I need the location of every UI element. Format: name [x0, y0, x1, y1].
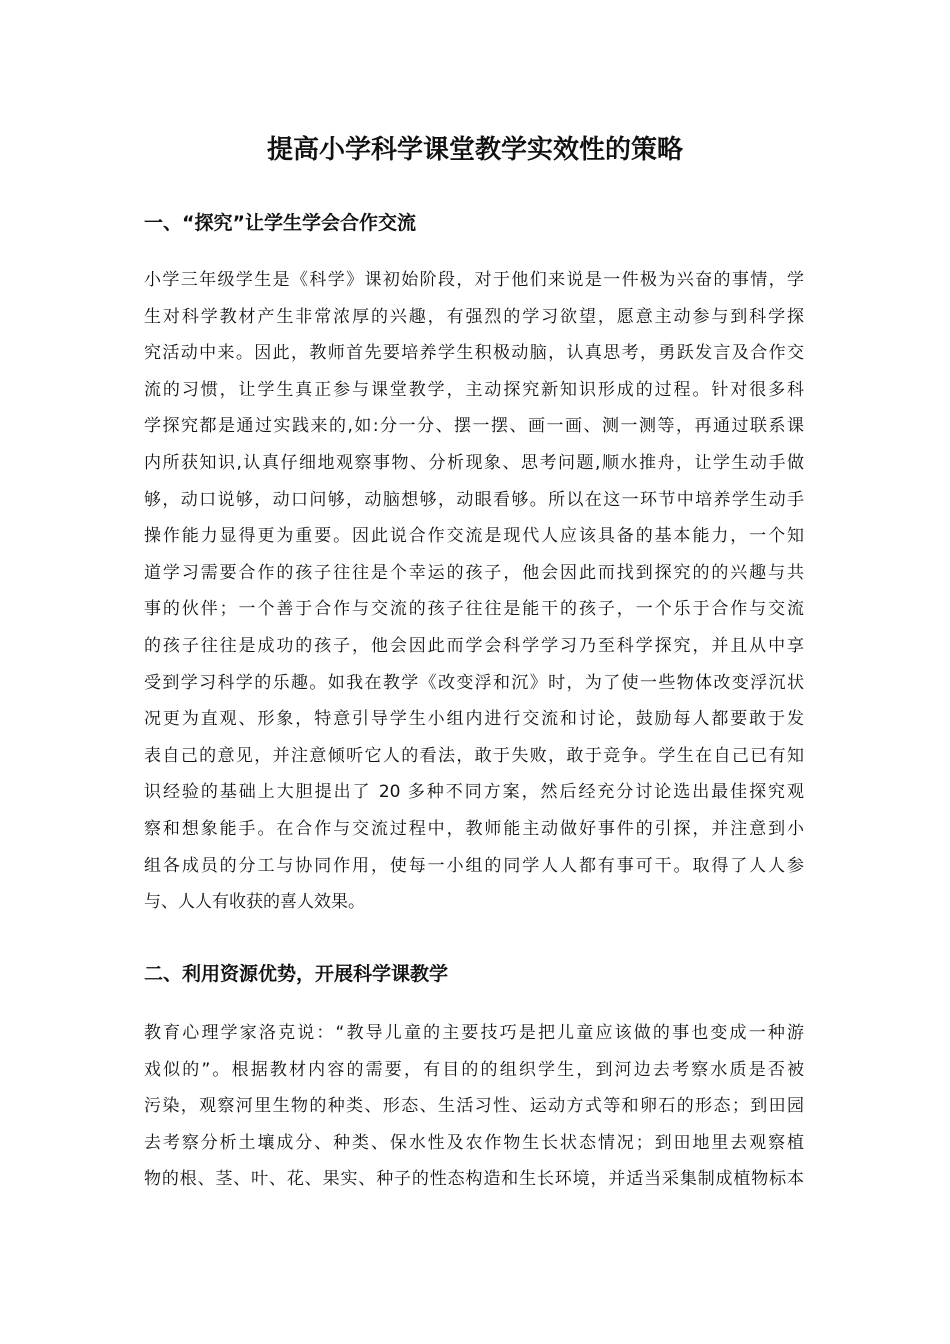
paragraph-line: 受到学习科学的乐趣。如我在教学《改变浮和沉》时，为了使一些物体改变浮沉状 — [144, 672, 804, 693]
paragraph-line: 流的习惯，让学生真正参与课堂教学，主动探究新知识形成的过程。针对很多科 — [144, 379, 804, 400]
paragraph-line: 戏似的”。根据教材内容的需要，有目的的组织学生，到河边去考察水质是否被 — [144, 1059, 804, 1080]
paragraph-line: 与、人人有收获的喜人效果。 — [144, 892, 365, 913]
paragraph-line: 操作能力显得更为重要。因此说合作交流是现代人应该具备的基本能力，一个知 — [144, 526, 804, 547]
paragraph-line: 污染，观察河里生物的种类、形态、生活习性、运动方式等和卵石的形态；到田园 — [144, 1096, 804, 1117]
paragraph-line: 的孩子往往是成功的孩子，他会因此而学会科学学习乃至科学探究，并且从中享 — [144, 635, 804, 656]
paragraph-line: 识经验的基础上大胆提出了 20 多种不同方案，然后经充分讨论选出最佳探究观 — [144, 782, 804, 803]
section-heading-2: 二、利用资源优势，开展科学课教学 — [144, 963, 449, 985]
paragraph-line: 内所获知识,认真仔细地观察事物、分析现象、思考问题,顺水推舟，让学生动手做 — [144, 452, 804, 473]
document-title: 提高小学科学课堂教学实效性的策略 — [266, 135, 683, 165]
paragraph-line: 去考察分析土壤成分、种类、保水性及农作物生长状态情况；到田地里去观察植 — [144, 1132, 804, 1153]
paragraph-line: 小学三年级学生是《科学》课初始阶段，对于他们来说是一件极为兴奋的事情，学 — [144, 270, 804, 290]
paragraph-line: 察和想象能手。在合作与交流过程中，教师能主动做好事件的引探，并注意到小 — [144, 818, 804, 839]
section-heading-1: 一、“探究”让学生学会合作交流 — [144, 212, 416, 234]
section-1-paragraph — [144, 262, 804, 921]
paragraph-line: 表自己的意见，并注意倾听它人的看法，敢于失败，敢于竞争。学生在自己已有知 — [144, 745, 804, 766]
paragraph-line: 物的根、茎、叶、花、果实、种子的性态构造和生长环境，并适当采集制成植物标本 — [144, 1169, 804, 1190]
paragraph-line: 组各成员的分工与协同作用，使每一小组的同学人人都有事可干。取得了人人参 — [144, 855, 804, 876]
paragraph-line: 生对科学教材产生非常浓厚的兴趣，有强烈的学习欲望，愿意主动参与到科学探 — [144, 306, 804, 327]
paragraph-line: 况更为直观、形象，特意引导学生小组内进行交流和讨论，鼓励每人都要敢于发 — [144, 709, 804, 730]
paragraph-line: 够，动口说够，动口问够，动脑想够，动眼看够。所以在这一环节中培养学生动手 — [144, 489, 804, 510]
paragraph-line: 究活动中来。因此，教师首先要培养学生积极动脑，认真思考，勇跃发言及合作交 — [144, 343, 804, 364]
section-2-paragraph — [144, 1015, 804, 1198]
paragraph-line: 学探究都是通过实践来的,如:分一分、摆一摆、画一画、测一测等，再通过联系课 — [144, 416, 804, 437]
paragraph-line: 事的伙伴；一个善于合作与交流的孩子往往是能干的孩子，一个乐于合作与交流 — [144, 599, 804, 620]
paragraph-line: 道学习需要合作的孩子往往是个幸运的孩子，他会因此而找到探究的的兴趣与共 — [144, 562, 804, 583]
paragraph-line: 教育心理学家洛克说：“教导儿童的主要技巧是把儿童应该做的事也变成一种游 — [144, 1023, 804, 1043]
